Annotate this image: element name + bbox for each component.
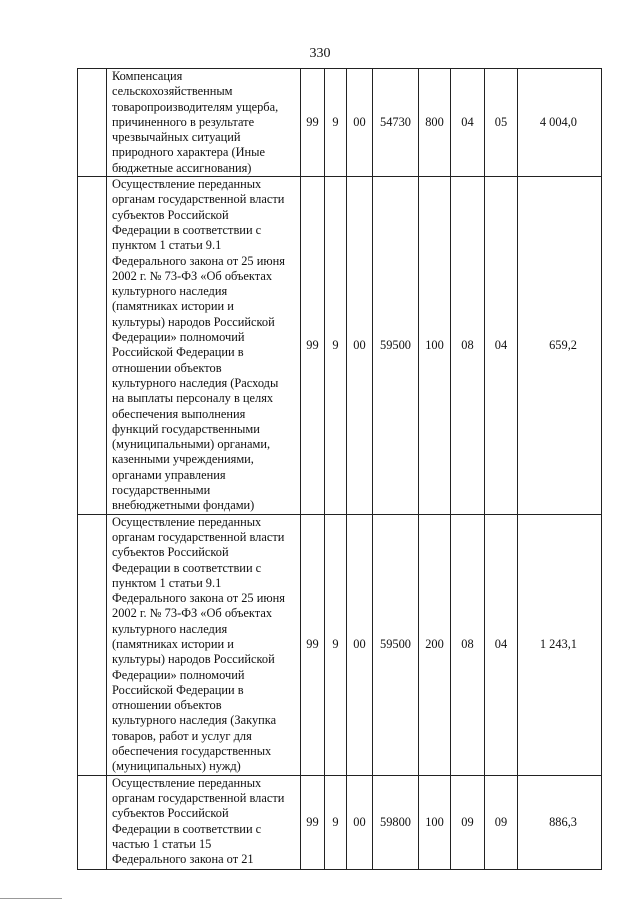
expense-type-code: 100 [419, 177, 451, 515]
direction-code: 59800 [373, 775, 419, 869]
program-code: 99 [301, 514, 325, 775]
section-code: 09 [451, 775, 485, 869]
amount: 1 243,1 [518, 514, 602, 775]
subprogram-code: 9 [325, 177, 347, 515]
main-event-code: 00 [347, 514, 373, 775]
blank-cell [78, 177, 107, 515]
subsection-code: 05 [485, 69, 518, 177]
expense-name [107, 177, 301, 515]
blank-cell [78, 69, 107, 177]
blank-cell [78, 775, 107, 869]
amount: 659,2 [518, 177, 602, 515]
direction-code: 54730 [373, 69, 419, 177]
section-code: 08 [451, 177, 485, 515]
blank-cell [78, 514, 107, 775]
expense-name-text: Осуществление переданных органам государственной власти субъектов Российской Федерации в соответствии с частью 1 статьи 15 Федерального закона от 21 [112, 775, 285, 867]
subprogram-code: 9 [325, 69, 347, 177]
program-code: 99 [301, 775, 325, 869]
expense-name [107, 69, 301, 177]
expense-type-code: 100 [419, 775, 451, 869]
expense-name-text: Компенсация сельскохозяйственным товаропроизводителям ущерба, причиненного в результате чрезвычайных ситуаций природного характера (Иные бюджетные ассигнования) [112, 69, 279, 175]
direction-code: 59500 [373, 177, 419, 515]
program-code: 99 [301, 69, 325, 177]
scan-artifact-line [0, 898, 62, 899]
amount: 4 004,0 [518, 69, 602, 177]
subsection-code: 04 [485, 177, 518, 515]
expense-name [107, 775, 301, 869]
table-row [78, 69, 602, 177]
section-code: 04 [451, 69, 485, 177]
program-code: 99 [301, 177, 325, 515]
expense-name-text: Осуществление переданных органам государственной власти субъектов Российской Федерации в соответствии с пунктом 1 статьи 9.1 Федерального закона от 25 июня 2002 г. № 73-ФЗ «Об объектах культурного наследия (памятниках истории и культуры) народов Российской Федерации» полномочий Российской Федерации в отношении объектов культурного наследия (Расходы на выплаты персоналу в целях обеспечения выполнения функций государственными (муниципальными) органами, казенными учреждениями, органами управления государственными внебюджетными фондами) [112, 177, 285, 513]
table-row [78, 514, 602, 775]
subprogram-code: 9 [325, 514, 347, 775]
expense-name [107, 514, 301, 775]
budget-table [77, 68, 602, 870]
subsection-code: 09 [485, 775, 518, 869]
amount: 886,3 [518, 775, 602, 869]
page-number: 330 [309, 46, 331, 61]
direction-code: 59500 [373, 514, 419, 775]
table-row [78, 775, 602, 869]
table-row [78, 177, 602, 515]
expense-type-code: 800 [419, 69, 451, 177]
main-event-code: 00 [347, 69, 373, 177]
expense-type-code: 200 [419, 514, 451, 775]
section-code: 08 [451, 514, 485, 775]
expense-name-text: Осуществление переданных органам государственной власти субъектов Российской Федерации в соответствии с пунктом 1 статьи 9.1 Федерального закона от 25 июня 2002 г. № 73-ФЗ «Об объектах культурного наследия (памятниках истории и культуры) народов Российской Федерации» полномочий Российской Федерации в отношении объектов культурного наследия (Закупка товаров, работ и услуг для обеспечения государственных (муниципальных) нужд) [112, 514, 285, 774]
subprogram-code: 9 [325, 775, 347, 869]
main-event-code: 00 [347, 177, 373, 515]
main-event-code: 00 [347, 775, 373, 869]
subsection-code: 04 [485, 514, 518, 775]
